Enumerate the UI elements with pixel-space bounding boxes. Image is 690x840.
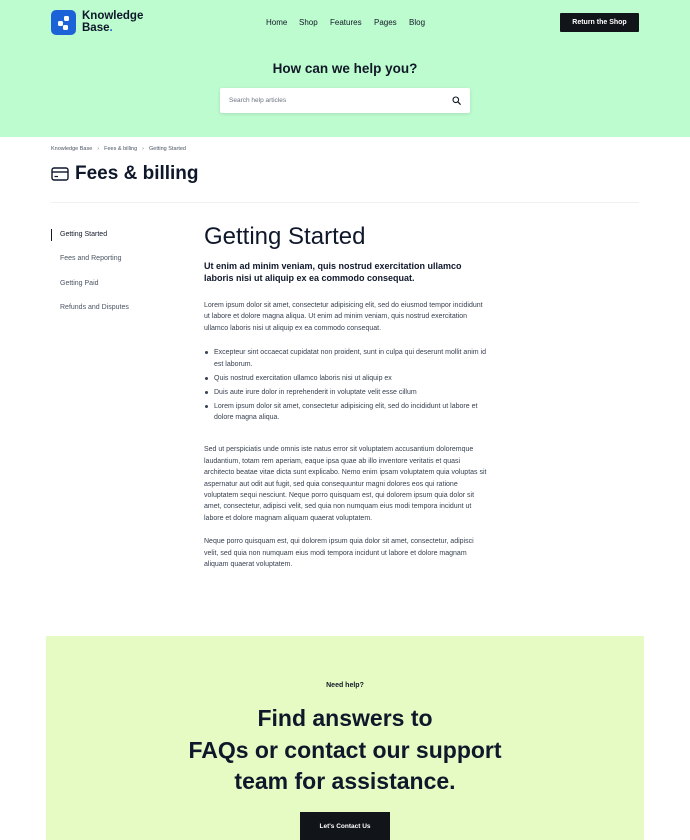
brand-name-dot: .: [109, 21, 113, 34]
article-paragraph: Sed ut perspiciatis unde omnis iste natus error sit voluptatem accusantium doloremque laudantium, totam rem aperiam, eaque ipsa quae ab illo inventore veritatis et quasi architecto beatae vitae dicta sunt explicabo. Nemo enim ipsam voluptatem quia voluptas sit aspernatur aut odit aut fugit, sed quia consequuntur magni dolores eos qui ratione voluptatem sequi nesciunt. Neque porro quisquam est, qui dolorem ipsum quia dolor sit amet, consectetur, adipisci velit, sed quia non numquam eius modi tempora incidunt ut labore et dolore magnam aliquam quaerat voluptatem.: [204, 446, 487, 522]
breadcrumb: [51, 146, 186, 152]
list-item: Excepteur sint occaecat cupidatat non proident, sunt in culpa qui deserunt mollit anim id est laborum.: [204, 347, 489, 370]
brand-name-line2: [82, 23, 143, 35]
sidebar-item-getting-started[interactable]: Getting Started: [51, 229, 181, 253]
return-to-shop-button[interactable]: Return the Shop: [560, 13, 639, 32]
cta-kicker: Need help?: [326, 682, 364, 689]
chevron-right-icon: ›: [142, 146, 144, 152]
brand-name-line2-text: Base: [82, 21, 110, 34]
article-content: [204, 222, 489, 571]
brand-name: [82, 11, 143, 34]
list-item: Duis aute irure dolor in reprehenderit in voluptate velit esse cillum: [204, 387, 489, 398]
section-divider: [51, 202, 639, 203]
cta-title: [46, 703, 644, 798]
article-lead: Ut enim ad minim veniam, quis nostrud exercitation ullamco laboris nisi ut aliquip ex ea commodo consequat.: [204, 261, 462, 283]
chevron-right-icon: ›: [97, 146, 100, 152]
search-icon[interactable]: [452, 96, 461, 105]
nav-item-pages[interactable]: Pages: [374, 18, 397, 27]
contact-us-button[interactable]: Let's Contact Us: [300, 812, 390, 840]
article-paragraph: Lorem ipsum dolor sit amet, consectetur adipisicing elit, sed do eiusmod tempor incididunt ut labore et dolore magna aliqua. Ut enim ad minim veniam, quis nostrud exercitation ullamco laboris nisi ut aliquip ex ea commodo consequat.: [204, 302, 483, 332]
cta-title-line: Find answers to: [257, 705, 433, 731]
article-bullet-list: [204, 347, 489, 423]
search-input[interactable]: [229, 88, 449, 113]
logo-icon: [51, 10, 76, 35]
article-sidebar: [51, 229, 181, 326]
page-title: Fees & billing: [75, 163, 199, 184]
article-title: Getting Started: [204, 223, 366, 250]
credit-card-icon: [51, 167, 69, 181]
list-item: Lorem ipsum dolor sit amet, consectetur adipisicing elit, sed do incididunt ut labore et dolore magna aliqua.: [204, 401, 489, 424]
support-cta: [46, 636, 644, 840]
nav-item-features[interactable]: Features: [330, 18, 362, 27]
breadcrumb-item-current: Getting Started: [149, 146, 186, 152]
breadcrumb-item-section[interactable]: Fees & billing: [104, 146, 138, 152]
article-paragraph: Neque porro quisquam est, qui dolorem ipsum quia dolor sit amet, consectetur, adipisci velit, sed quia non numquam eius modi tempora incidunt ut labore et dolore magnam aliquam quaerat voluptatem.: [204, 538, 474, 569]
breadcrumb-item-home[interactable]: Knowledge Base: [51, 146, 93, 152]
nav-item-home[interactable]: Home: [266, 18, 288, 27]
brand-name-line1: Knowledge: [82, 10, 144, 22]
sidebar-item-fees-and-reporting[interactable]: Fees and Reporting: [60, 255, 122, 263]
nav-item-blog[interactable]: Blog: [409, 18, 426, 27]
hero-header: [0, 0, 690, 137]
sidebar-item-getting-paid[interactable]: Getting Paid: [60, 279, 99, 287]
sidebar-item-refunds-and-disputes[interactable]: Refunds and Disputes: [60, 303, 129, 311]
list-item: Quis nostrud exercitation ullamco laboris nisi ut aliquip ex: [204, 373, 489, 384]
hero-title: How can we help you?: [272, 61, 418, 76]
brand-logo[interactable]: [51, 10, 143, 35]
cta-title-line: team for assistance.: [234, 768, 456, 794]
search-box: [220, 88, 470, 113]
cta-title-line: FAQs or contact our support: [188, 736, 502, 763]
page-heading: [51, 163, 199, 185]
nav-item-shop[interactable]: Shop: [299, 18, 318, 27]
